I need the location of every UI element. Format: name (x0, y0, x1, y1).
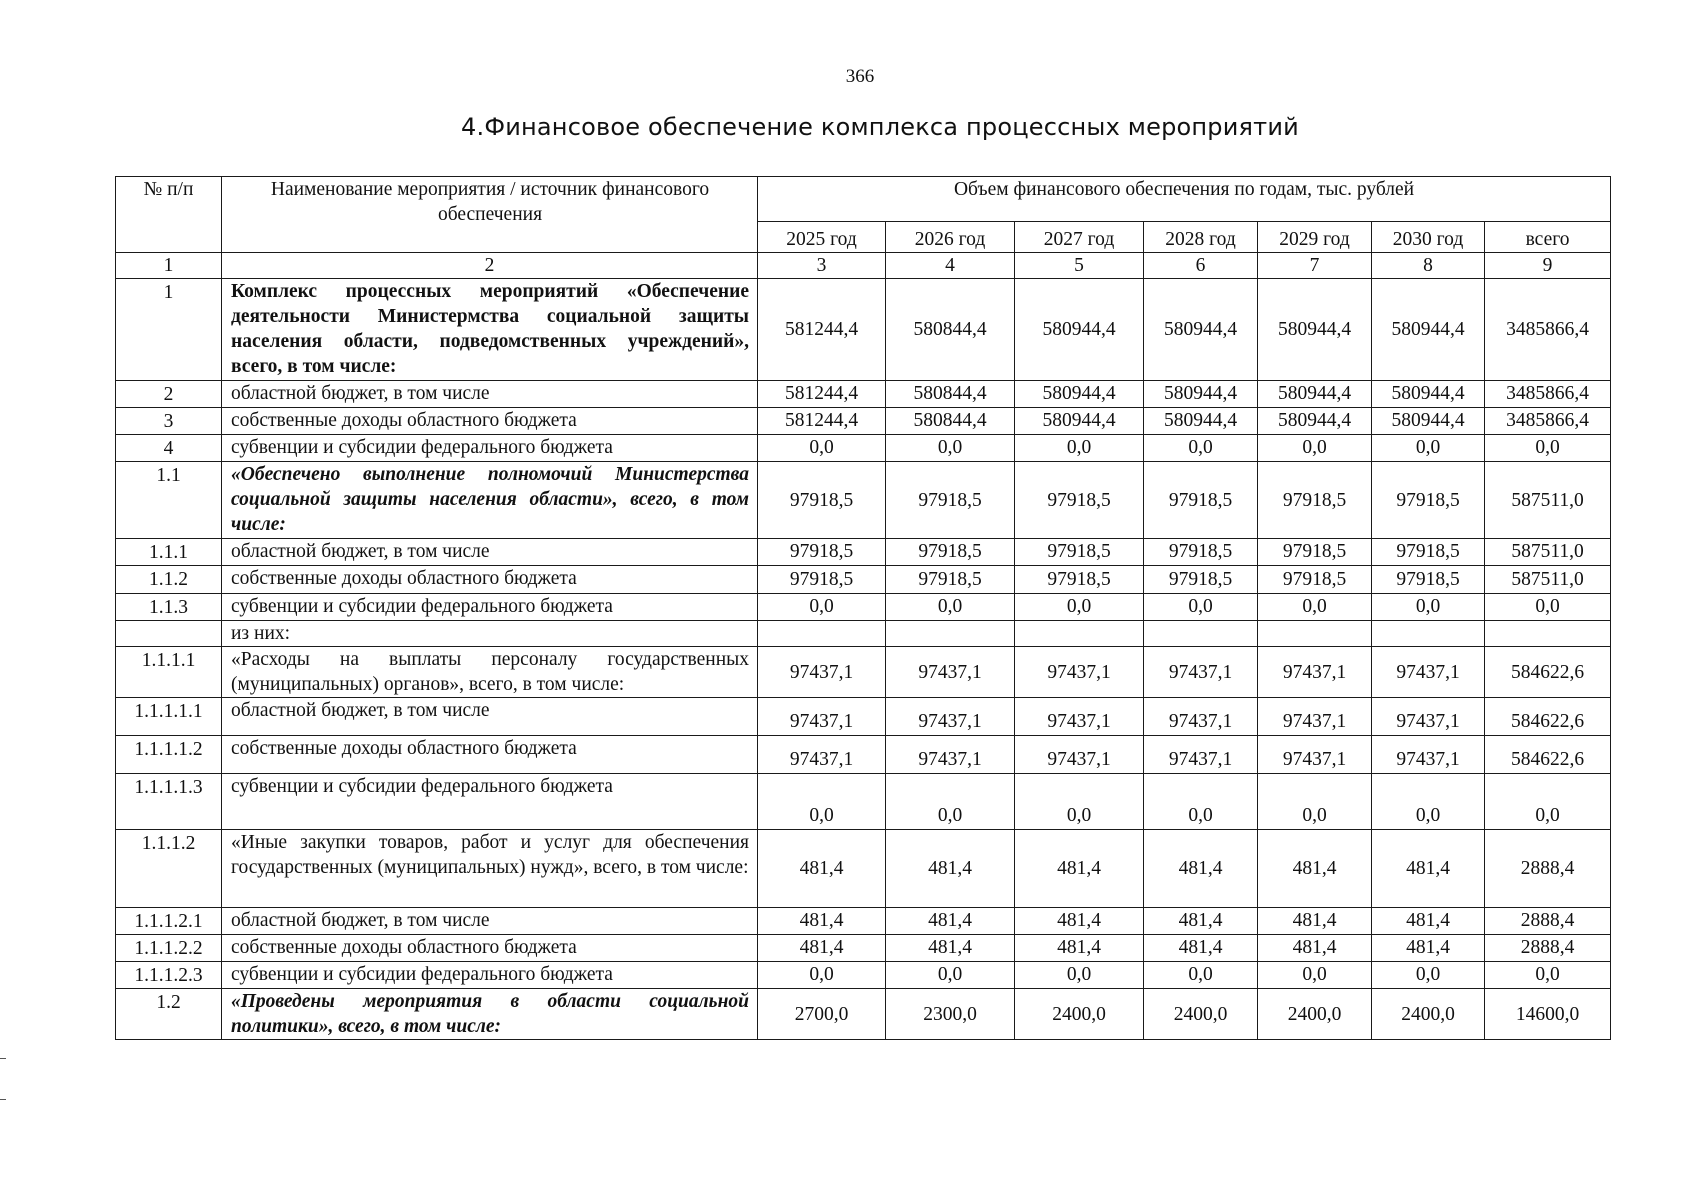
row-year-value (886, 621, 1015, 647)
table-row (116, 698, 1611, 736)
row-year-value (758, 621, 886, 647)
index-cell: 5 (1015, 253, 1144, 279)
row-year-value: 97918,5 (886, 462, 1015, 539)
row-total-value: 0,0 (1485, 435, 1611, 462)
row-year-value: 580944,4 (1144, 408, 1258, 435)
row-year-value: 97918,5 (1015, 566, 1144, 594)
row-year-value: 2400,0 (1015, 989, 1144, 1040)
row-number: 1.1.1.2.3 (116, 962, 222, 989)
table-row (116, 408, 1611, 435)
table-row (116, 621, 1611, 647)
row-year-value: 580844,4 (886, 279, 1015, 381)
row-year-value: 97437,1 (1015, 698, 1144, 736)
row-total-value: 0,0 (1485, 774, 1611, 830)
row-total-value: 584622,6 (1485, 698, 1611, 736)
row-year-value: 580944,4 (1372, 408, 1485, 435)
table-row (116, 962, 1611, 989)
row-name: собственные доходы областного бюджета (222, 935, 758, 962)
row-year-value: 0,0 (758, 435, 886, 462)
header-total: всего (1485, 222, 1611, 253)
row-year-value: 97918,5 (886, 539, 1015, 566)
row-year-value: 97918,5 (1372, 462, 1485, 539)
row-year-value: 97437,1 (1144, 647, 1258, 698)
row-name: областной бюджет, в том числе (222, 698, 758, 736)
row-total-value: 587511,0 (1485, 462, 1611, 539)
header-year: 2026 год (886, 222, 1015, 253)
row-year-value: 97918,5 (758, 462, 886, 539)
row-name: Комплекс процессных мероприятий «Обеспечение деятельности Министермства социальной защиты населения области, подведомственных учреждений», всего, в том числе: (222, 279, 758, 381)
row-year-value: 97437,1 (1372, 698, 1485, 736)
row-year-value: 97918,5 (1144, 566, 1258, 594)
row-year-value: 580944,4 (1015, 279, 1144, 381)
index-cell: 6 (1144, 253, 1258, 279)
header-year: 2025 год (758, 222, 886, 253)
table-row (116, 435, 1611, 462)
row-number: 1.1.1.1.1 (116, 698, 222, 736)
header-row (116, 177, 1611, 222)
row-year-value: 481,4 (1144, 908, 1258, 935)
row-year-value: 2400,0 (1144, 989, 1258, 1040)
table-row (116, 462, 1611, 539)
index-cell: 2 (222, 253, 758, 279)
row-number: 1.1.2 (116, 566, 222, 594)
row-name: «Расходы на выплаты персоналу государственных (муниципальных) органов», всего, в том числе: (222, 647, 758, 698)
row-year-value: 97918,5 (1144, 462, 1258, 539)
row-total-value: 587511,0 (1485, 566, 1611, 594)
table-row (116, 989, 1611, 1040)
row-year-value: 97918,5 (1258, 539, 1372, 566)
row-year-value: 97437,1 (1144, 698, 1258, 736)
row-year-value: 580944,4 (1258, 381, 1372, 408)
row-total-value: 2888,4 (1485, 830, 1611, 908)
row-year-value: 481,4 (1258, 908, 1372, 935)
row-total-value: 2888,4 (1485, 908, 1611, 935)
index-cell: 3 (758, 253, 886, 279)
row-year-value: 0,0 (886, 594, 1015, 621)
row-total-value: 584622,6 (1485, 647, 1611, 698)
row-name: «Проведены мероприятия в области социальной политики», всего, в том числе: (222, 989, 758, 1040)
row-year-value: 0,0 (1015, 774, 1144, 830)
row-year-value: 97437,1 (1015, 736, 1144, 774)
row-year-value: 581244,4 (758, 408, 886, 435)
row-year-value: 481,4 (1258, 830, 1372, 908)
header-year: 2027 год (1015, 222, 1144, 253)
table-row (116, 279, 1611, 381)
row-name: областной бюджет, в том числе (222, 381, 758, 408)
row-year-value: 0,0 (1015, 962, 1144, 989)
row-year-value: 97437,1 (758, 736, 886, 774)
row-year-value: 2400,0 (1372, 989, 1485, 1040)
row-total-value: 587511,0 (1485, 539, 1611, 566)
row-year-value: 97918,5 (1144, 539, 1258, 566)
table-body (116, 279, 1611, 1040)
row-name: «Обеспечено выполнение полномочий Министерства социальной защиты населения области», всего, в том числе: (222, 462, 758, 539)
page-number: 366 (845, 66, 875, 87)
row-year-value (1372, 621, 1485, 647)
row-year-value: 580944,4 (1258, 279, 1372, 381)
row-number: 1.1.1.1 (116, 647, 222, 698)
table-row (116, 830, 1611, 908)
index-cell: 4 (886, 253, 1015, 279)
row-year-value (1144, 621, 1258, 647)
header-col-name: Наименование мероприятия / источник финансового обеспечения (222, 177, 758, 253)
row-year-value: 481,4 (1372, 908, 1485, 935)
row-number: 1.1.1.1.3 (116, 774, 222, 830)
row-year-value: 97918,5 (886, 566, 1015, 594)
header-year: 2030 год (1372, 222, 1485, 253)
table-row (116, 774, 1611, 830)
row-year-value: 97437,1 (886, 647, 1015, 698)
header-col-group: Объем финансового обеспечения по годам, тыс. рублей (758, 177, 1611, 222)
margin-marks (0, 1058, 6, 1100)
row-year-value: 481,4 (1144, 935, 1258, 962)
row-year-value: 0,0 (1372, 962, 1485, 989)
row-year-value: 0,0 (1372, 774, 1485, 830)
row-year-value: 0,0 (886, 435, 1015, 462)
row-name: субвенции и субсидии федерального бюджета (222, 774, 758, 830)
row-year-value: 97918,5 (758, 566, 886, 594)
row-year-value: 0,0 (758, 594, 886, 621)
row-year-value: 97437,1 (1258, 698, 1372, 736)
row-year-value: 97918,5 (1258, 566, 1372, 594)
row-year-value: 97918,5 (1372, 566, 1485, 594)
row-number: 1 (116, 279, 222, 381)
row-number: 1.1.1.2.2 (116, 935, 222, 962)
row-year-value: 580944,4 (1144, 279, 1258, 381)
row-year-value: 97918,5 (758, 539, 886, 566)
row-name: субвенции и субсидии федерального бюджета (222, 435, 758, 462)
row-year-value: 481,4 (1015, 935, 1144, 962)
row-name: собственные доходы областного бюджета (222, 408, 758, 435)
row-year-value: 481,4 (1372, 935, 1485, 962)
row-year-value: 97918,5 (1015, 462, 1144, 539)
table-row (116, 736, 1611, 774)
row-number: 1.1.1.2.1 (116, 908, 222, 935)
row-year-value: 580944,4 (1144, 381, 1258, 408)
row-total-value: 3485866,4 (1485, 381, 1611, 408)
row-year-value: 481,4 (1372, 830, 1485, 908)
row-year-value: 481,4 (886, 830, 1015, 908)
row-year-value: 0,0 (1258, 774, 1372, 830)
row-year-value: 0,0 (1144, 435, 1258, 462)
row-total-value: 14600,0 (1485, 989, 1611, 1040)
row-year-value: 0,0 (1258, 594, 1372, 621)
row-year-value: 2300,0 (886, 989, 1015, 1040)
row-year-value: 481,4 (1144, 830, 1258, 908)
row-number: 1.1.1.1.2 (116, 736, 222, 774)
table-row (116, 594, 1611, 621)
table-row (116, 647, 1611, 698)
row-total-value: 0,0 (1485, 594, 1611, 621)
row-year-value: 0,0 (1258, 962, 1372, 989)
row-year-value: 97437,1 (758, 647, 886, 698)
row-year-value: 0,0 (1015, 435, 1144, 462)
row-year-value: 0,0 (758, 774, 886, 830)
row-year-value: 2400,0 (1258, 989, 1372, 1040)
row-name: субвенции и субсидии федерального бюджета (222, 594, 758, 621)
row-year-value: 97437,1 (1144, 736, 1258, 774)
row-number: 2 (116, 381, 222, 408)
row-year-value: 481,4 (1015, 830, 1144, 908)
row-name: «Иные закупки товаров, работ и услуг для обеспечения государственных (муниципальных) нужд», всего, в том числе: (222, 830, 758, 908)
header-col-num: № п/п (116, 177, 222, 253)
row-year-value: 0,0 (1144, 594, 1258, 621)
row-total-value: 0,0 (1485, 962, 1611, 989)
row-year-value: 580944,4 (1015, 381, 1144, 408)
table-row (116, 935, 1611, 962)
row-year-value: 580844,4 (886, 381, 1015, 408)
row-year-value: 97918,5 (1372, 539, 1485, 566)
row-year-value: 97437,1 (1258, 647, 1372, 698)
row-name: собственные доходы областного бюджета (222, 736, 758, 774)
row-year-value: 0,0 (1015, 594, 1144, 621)
row-year-value: 0,0 (1372, 594, 1485, 621)
row-year-value: 580944,4 (1372, 279, 1485, 381)
row-year-value: 481,4 (758, 935, 886, 962)
table-row (116, 566, 1611, 594)
row-number (116, 621, 222, 647)
row-year-value: 97437,1 (1258, 736, 1372, 774)
index-row (116, 253, 1611, 279)
table-row (116, 381, 1611, 408)
row-year-value: 97437,1 (1372, 736, 1485, 774)
document-title: 4.Финансовое обеспечение комплекса процессных мероприятий (461, 113, 1299, 141)
row-name: собственные доходы областного бюджета (222, 566, 758, 594)
row-number: 4 (116, 435, 222, 462)
index-cell: 7 (1258, 253, 1372, 279)
row-year-value: 2700,0 (758, 989, 886, 1040)
row-total-value: 3485866,4 (1485, 279, 1611, 381)
row-year-value: 97437,1 (1015, 647, 1144, 698)
row-total-value (1485, 621, 1611, 647)
row-year-value: 580844,4 (886, 408, 1015, 435)
row-name: из них: (222, 621, 758, 647)
row-name: областной бюджет, в том числе (222, 908, 758, 935)
row-year-value: 97437,1 (886, 736, 1015, 774)
row-year-value: 481,4 (758, 908, 886, 935)
row-year-value: 581244,4 (758, 381, 886, 408)
row-number: 1.1.1.2 (116, 830, 222, 908)
table-row (116, 908, 1611, 935)
row-year-value: 0,0 (886, 962, 1015, 989)
row-number: 1.2 (116, 989, 222, 1040)
row-total-value: 584622,6 (1485, 736, 1611, 774)
row-number: 1.1.1 (116, 539, 222, 566)
row-number: 1.1 (116, 462, 222, 539)
row-number: 3 (116, 408, 222, 435)
row-year-value: 0,0 (1372, 435, 1485, 462)
header-year: 2029 год (1258, 222, 1372, 253)
row-year-value: 581244,4 (758, 279, 886, 381)
row-total-value: 2888,4 (1485, 935, 1611, 962)
row-year-value: 0,0 (1258, 435, 1372, 462)
row-year-value: 481,4 (886, 908, 1015, 935)
row-year-value: 580944,4 (1015, 408, 1144, 435)
row-number: 1.1.3 (116, 594, 222, 621)
table-row (116, 539, 1611, 566)
row-year-value (1258, 621, 1372, 647)
index-cell: 1 (116, 253, 222, 279)
row-name: областной бюджет, в том числе (222, 539, 758, 566)
financial-table (115, 176, 1611, 1040)
header-year: 2028 год (1144, 222, 1258, 253)
row-year-value: 0,0 (886, 774, 1015, 830)
row-year-value: 481,4 (1015, 908, 1144, 935)
index-cell: 8 (1372, 253, 1485, 279)
row-year-value: 97918,5 (1015, 539, 1144, 566)
row-year-value: 481,4 (758, 830, 886, 908)
row-year-value (1015, 621, 1144, 647)
row-total-value: 3485866,4 (1485, 408, 1611, 435)
row-year-value: 580944,4 (1372, 381, 1485, 408)
row-year-value: 481,4 (1258, 935, 1372, 962)
row-year-value: 97918,5 (1258, 462, 1372, 539)
index-cell: 9 (1485, 253, 1611, 279)
row-year-value: 97437,1 (886, 698, 1015, 736)
row-year-value: 97437,1 (1372, 647, 1485, 698)
row-year-value: 481,4 (886, 935, 1015, 962)
row-year-value: 580944,4 (1258, 408, 1372, 435)
row-year-value: 0,0 (1144, 962, 1258, 989)
row-year-value: 97437,1 (758, 698, 886, 736)
row-name: субвенции и субсидии федерального бюджета (222, 962, 758, 989)
row-year-value: 0,0 (1144, 774, 1258, 830)
row-year-value: 0,0 (758, 962, 886, 989)
